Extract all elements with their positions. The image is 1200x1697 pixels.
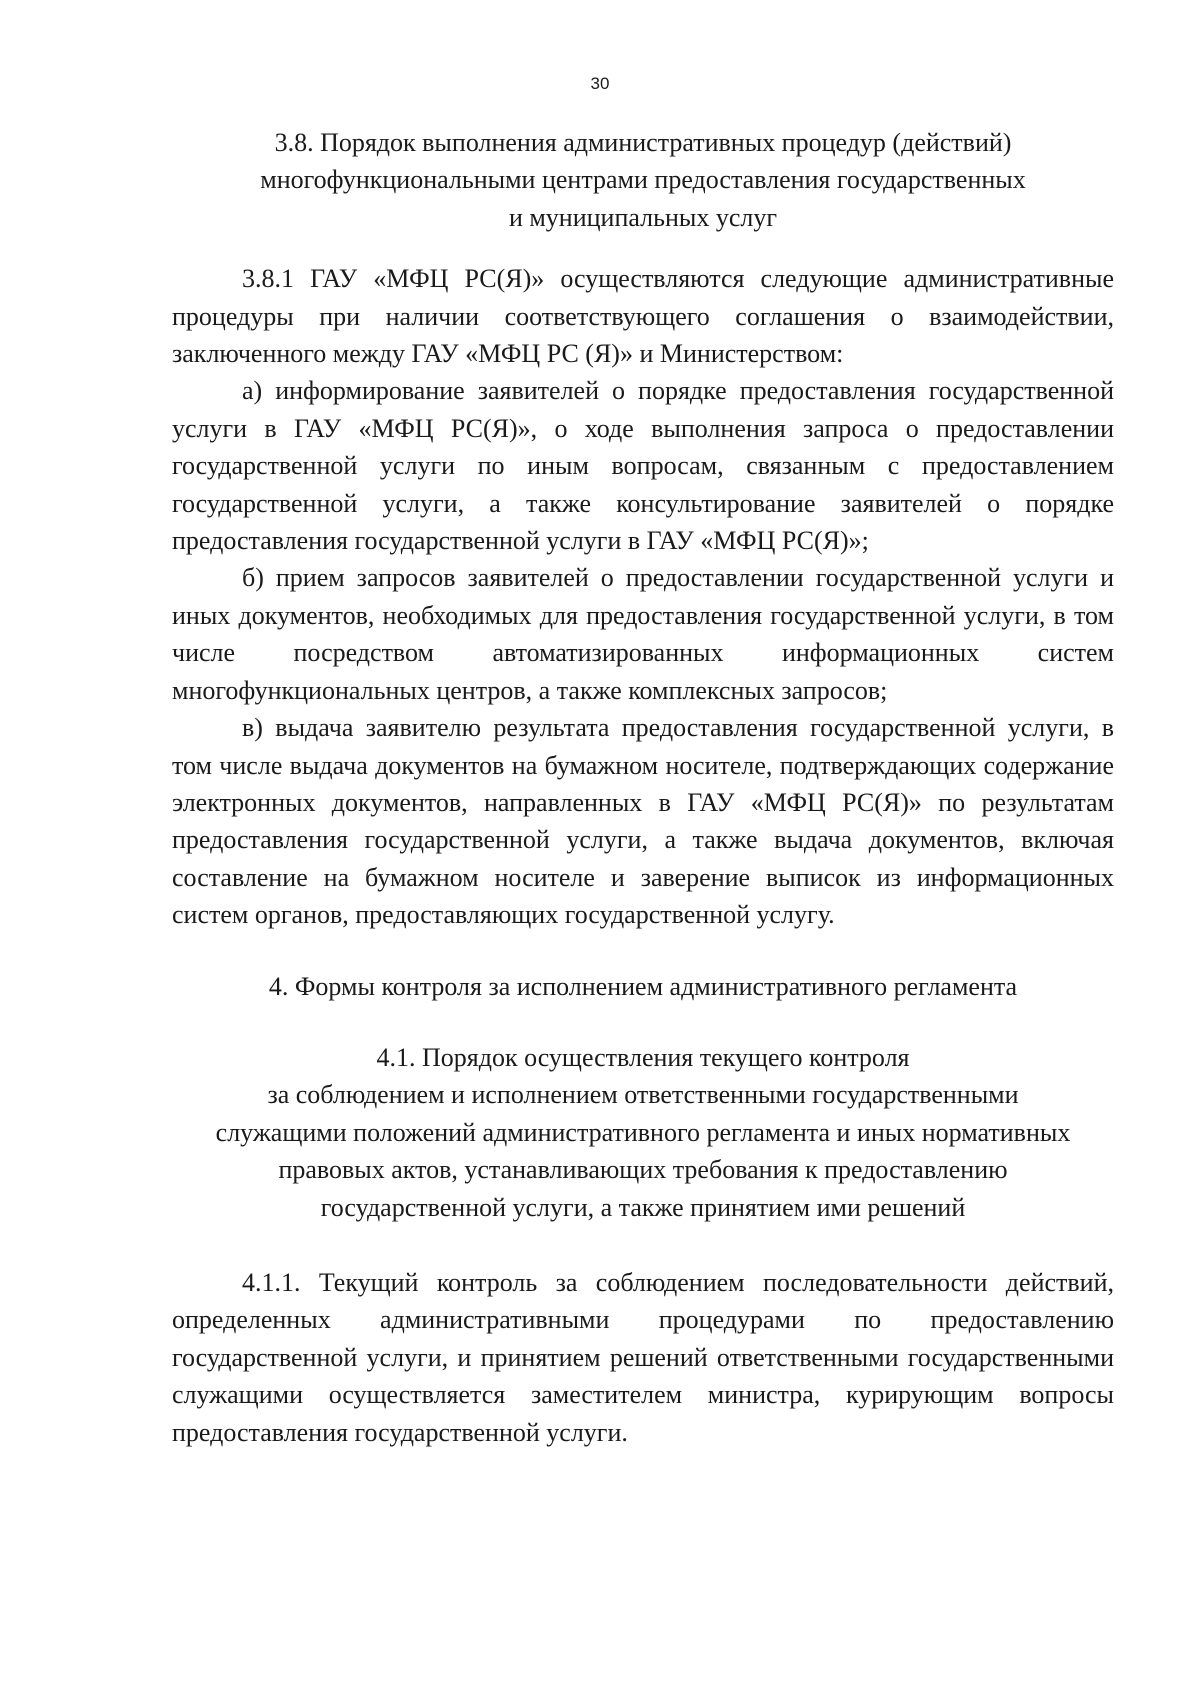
paragraph-4-1-1: 4.1.1. Текущий контроль за соблюдением последовательности действий, определенных административными процедурами по предоставлению государственной услуги, и принятием решений ответственными государственными служащими осуществляется заместителем министра, курирующим вопросы предоставления государственной услуги.: [172, 1267, 1114, 1447]
paragraph-item-v: в) выдача заявителю результата предоставления государственной услуги, в том числе выдача документов на бумажном носителе, подтверждающих содержание электронных документов, направленных в ГАУ «МФЦ РС(Я)» по результатам предоставления государственной услуги, а также выдача документов, включая составление на бумажном носителе и заверение выписок из информационных систем органов, предоставляющих государственной услугу.: [172, 713, 1114, 930]
paragraph-item-b: б) прием запросов заявителей о предоставлении государственной услуги и иных документов, необходимых для предоставления государственной услуги, в том числе посредством автоматизированных информационных систем многофункциональных центров, а также комплексных запросов;: [172, 563, 1114, 705]
paragraph-3-8-1: 3.8.1 ГАУ «МФЦ РС(Я)» осуществляются следующие административные процедуры при наличии соответствующего соглашения о взаимодействии, заключенного между ГАУ «МФЦ РС (Я)» и Министерством:: [172, 264, 1114, 369]
section-4-1-heading: [172, 1039, 1114, 1226]
heading-line: 4.1. Порядок осуществления текущего контроля: [376, 1042, 910, 1072]
section-4-heading: 4. Формы контроля за исполнением административного регламента: [268, 971, 1018, 1001]
spacer: [172, 1005, 1114, 1039]
heading-line: государственной услуги, а также принятием ими решений: [320, 1192, 966, 1222]
document-body: [172, 124, 1114, 1451]
spacer: [172, 1226, 1114, 1264]
heading-line: за соблюдением и исполнением ответственными государственными: [267, 1080, 1019, 1110]
spacer: [172, 236, 1114, 260]
heading-line: правовых актов, устанавливающих требования к предоставлению: [278, 1155, 1008, 1185]
spacer: [172, 934, 1114, 968]
section-3-8-heading: [172, 124, 1114, 236]
paragraph-item-a: а) информирование заявителей о порядке предоставления государственной услуги в ГАУ «МФЦ РС(Я)», о ходе выполнения запроса о предоставлении государственной услуги по иным вопросам, связанным с предоставлением государственной услуги, а также консультирование заявителей о порядке предоставления государственной услуги в ГАУ «МФЦ РС(Я)»;: [172, 376, 1114, 556]
heading-line: 3.8. Порядок выполнения административных процедур (действий): [274, 128, 1012, 157]
page-number: 30: [590, 74, 610, 93]
heading-line: и муниципальных услуг: [508, 202, 778, 232]
heading-line: служащими положений административного регламента и иных нормативных: [215, 1117, 1071, 1147]
heading-line: многофункциональными центрами предоставления государственных: [260, 165, 1026, 195]
